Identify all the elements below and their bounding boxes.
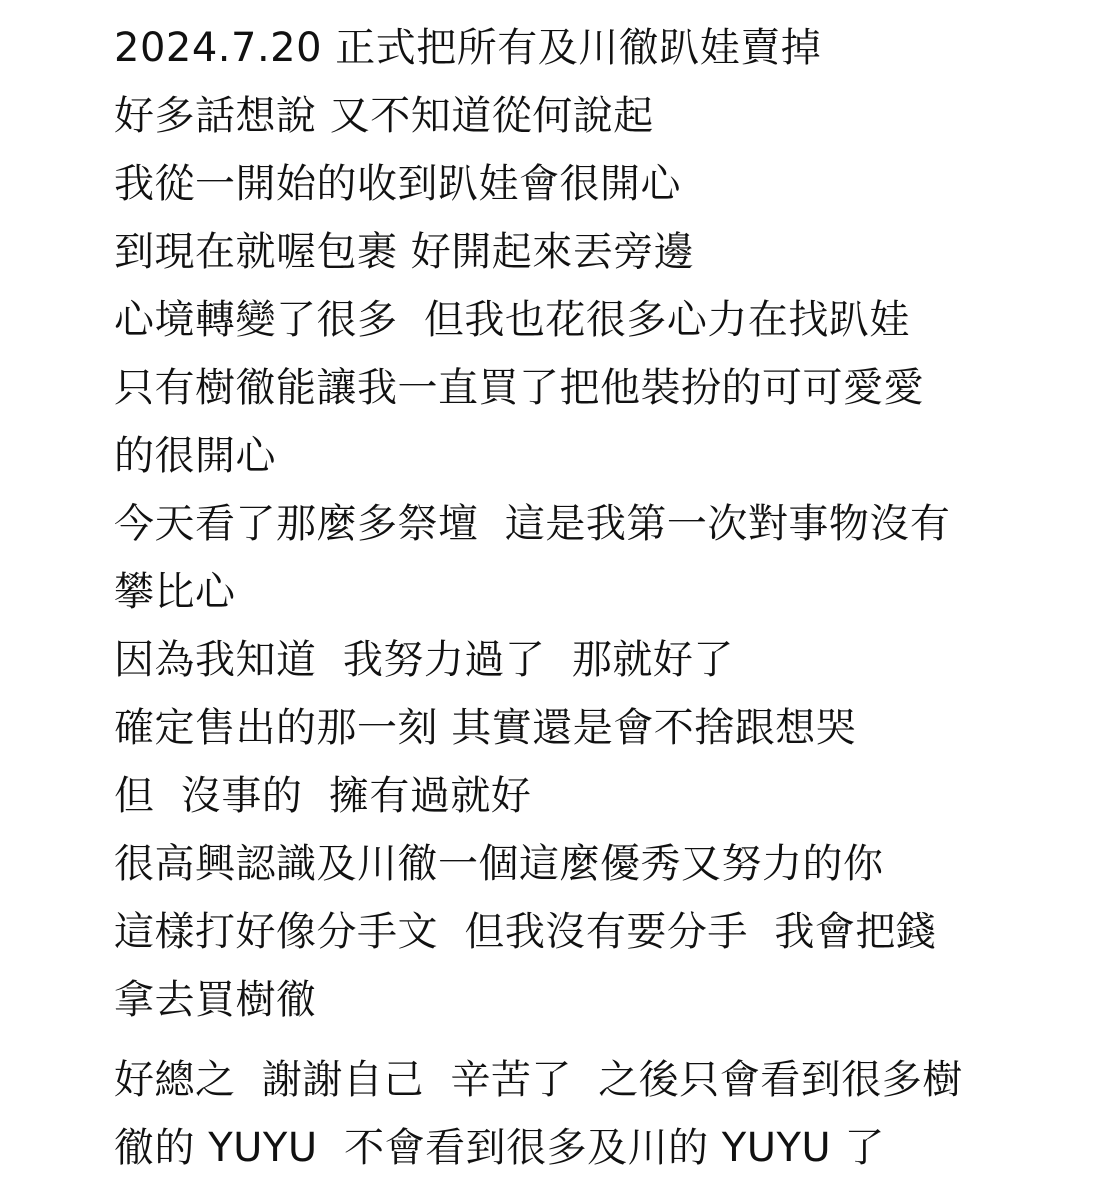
paragraph-gap [114,1034,1074,1046]
note-line: 徹的 YUYU 不會看到很多及川的 YUYU 了 [114,1125,885,1171]
note-line: 因為我知道 我努力過了 那就好了 [114,637,734,683]
note-line: 拿去買樹徹 [114,977,317,1023]
note-line: 我從一開始的收到趴娃會很開心 [114,161,681,207]
note-line: 到現在就喔包裹 好開起來丟旁邊 [114,229,695,275]
note-line: 很高興認識及川徹一個這麼優秀又努力的你 [114,841,884,887]
note-line: 攀比心 [114,569,236,615]
note-text-body [114,14,1074,1182]
note-line: 心境轉變了很多 但我也花很多心力在找趴娃 [114,297,910,343]
note-line: 好總之 謝謝自己 辛苦了 之後只會看到很多樹 [114,1057,963,1103]
note-line: 2024.7.20 正式把所有及川徹趴娃賣掉 [114,25,822,71]
note-line: 好多話想說 又不知道從何說起 [114,93,654,139]
note-line: 但 沒事的 擁有過就好 [114,773,532,819]
note-line: 只有樹徹能讓我一直買了把他裝扮的可可愛愛 [114,365,924,411]
note-line: 這樣打好像分手文 但我沒有要分手 我會把錢 [114,909,937,955]
note-line: 確定售出的那一刻 其實還是會不捨跟想哭 [114,705,857,751]
note-line: 今天看了那麼多祭壇 這是我第一次對事物沒有 [114,501,951,547]
note-line: 的很開心 [114,433,276,479]
